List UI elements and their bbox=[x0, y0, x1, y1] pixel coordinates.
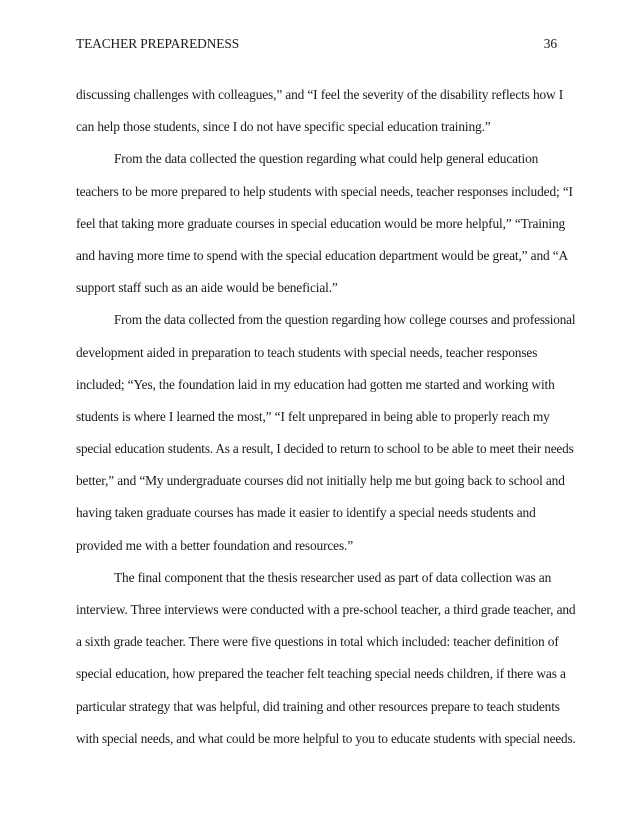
text-line: feel that taking more graduate courses in special education would be more helpful,” “Training bbox=[76, 215, 566, 231]
text-line: having taken graduate courses has made it easier to identify a special needs students and bbox=[76, 505, 536, 521]
text-line: discussing challenges with colleagues,” and “I feel the severity of the disability reflects how I bbox=[76, 87, 564, 102]
text-line: particular strategy that was helpful, did training and other resources prepare to teach students bbox=[76, 698, 560, 714]
text-line: better,” and “My undergraduate courses did not initially help me but going back to school and bbox=[76, 473, 565, 489]
page-number: 36 bbox=[543, 36, 557, 51]
text-line: with special needs, and what could be more helpful to you to educate students with special needs. bbox=[76, 730, 576, 746]
text-line: can help those students, since I do not have specific special education training.” bbox=[76, 119, 491, 135]
text-line: students is where I learned the most,” “I felt unprepared in being able to properly reach my bbox=[76, 408, 550, 424]
text-line: From the data collected from the question regarding how college courses and professional bbox=[114, 312, 576, 328]
body-text bbox=[76, 87, 576, 763]
text-line: and having more time to spend with the special education department would be great,” and “A bbox=[76, 247, 569, 263]
text-line: a sixth grade teacher. There were five questions in total which included: teacher definition of bbox=[76, 634, 559, 650]
text-line: interview. Three interviews were conducted with a pre-school teacher, a third grade teacher, and bbox=[76, 602, 576, 617]
running-title: TEACHER PREPAREDNESS bbox=[76, 36, 240, 51]
running-head bbox=[76, 36, 557, 52]
text-line: special education students. As a result, I decided to return to school to be able to meet their needs bbox=[76, 441, 574, 457]
text-line: The final component that the thesis researcher used as part of data collection was an bbox=[114, 569, 552, 585]
text-line: special education, how prepared the teacher felt teaching special needs children, if there was a bbox=[76, 666, 566, 682]
text-line: provided me with a better foundation and resources.” bbox=[76, 537, 354, 553]
text-line: teachers to be more prepared to help students with special needs, teacher responses included; “I bbox=[76, 183, 573, 199]
text-line: support staff such as an aide would be beneficial.” bbox=[76, 280, 338, 296]
text-line: included; “Yes, the foundation laid in my education had gotten me started and working with bbox=[76, 376, 555, 392]
text-line: From the data collected the question regarding what could help general education bbox=[114, 151, 539, 167]
text-line: development aided in preparation to teach students with special needs, teacher responses bbox=[76, 344, 538, 360]
